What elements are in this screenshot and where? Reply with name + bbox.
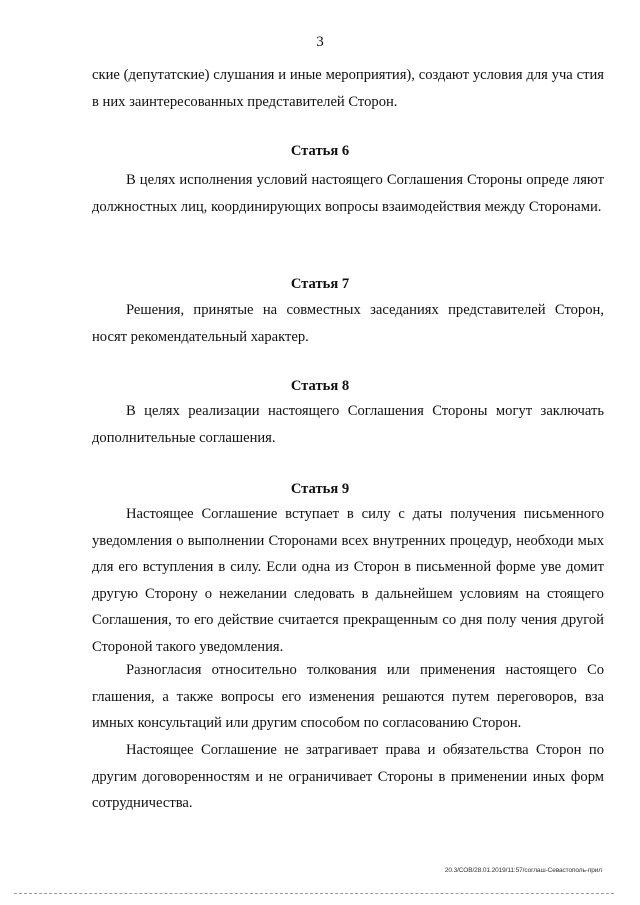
text-line: ские (депутатские) слушания и иные мероприятия), создают условия для уча <box>92 67 573 83</box>
text-line: Настоящее Соглашение не затрагивает права и обязательства Сторон по <box>126 742 604 758</box>
article-9-paragraph-3 <box>92 737 604 817</box>
article-6-paragraph <box>92 167 604 220</box>
text-line: стоящего Соглашения, то его действие считается прекращенным со дня полу <box>92 585 604 628</box>
text-line: чения другой Стороной такого уведомления. <box>92 612 604 655</box>
page-number: 3 <box>316 34 324 50</box>
text-line: Разногласия относительно толкования или применения настоящего Со <box>126 662 604 678</box>
text-line: Решения, принятые на совместных заседаниях представителей Сторон, <box>126 302 604 318</box>
text-line: домит другую Сторону о нежелании следовать в дальнейшем условиям на <box>92 559 604 602</box>
text-line: имных консультаций или другим способом по согласованию Сторон. <box>92 715 522 731</box>
text-line: стия в них заинтересованных представителей Сторон. <box>92 67 604 110</box>
text-line: Настоящее Соглашение вступает в силу с даты получения письменного <box>126 506 604 522</box>
article-8-paragraph <box>92 398 604 451</box>
article-9-paragraph-1 <box>92 501 604 660</box>
text-line: уведомления о выполнении Сторонами всех внутренних процедур, необходи <box>92 532 574 549</box>
text-line: носят рекомендательный характер. <box>92 328 309 345</box>
document-footer-code: 20.3/СОВ/28.01.2019/11:57/соглаш-Севастополь-прил <box>444 867 602 874</box>
article-9-heading: Статья 9 <box>290 481 350 497</box>
text-line: глашения, а также вопросы его изменения решаются путем переговоров, вза <box>92 688 604 705</box>
text-line: В целях реализации настоящего Соглашения Стороны могут заключать <box>126 403 604 419</box>
article-7-paragraph <box>92 297 604 350</box>
text-line: мых для его вступления в силу. Если одна из Сторон в письменной форме уве <box>92 532 604 575</box>
article-9-paragraph-2 <box>92 657 604 737</box>
article-7-heading: Статья 7 <box>290 276 350 292</box>
article-6-heading: Статья 6 <box>290 143 350 159</box>
text-line: сотрудничества. <box>92 795 193 811</box>
scan-edge-line <box>14 893 614 895</box>
article-8-heading: Статья 8 <box>290 378 350 394</box>
text-line: дополнительные соглашения. <box>92 429 276 446</box>
text-line: ляют должностных лиц, координирующих вопросы взаимодействия между <box>92 172 605 215</box>
text-line: Сторонами. <box>528 198 602 215</box>
text-line: В целях исполнения условий настоящего Соглашения Стороны опреде <box>126 172 569 188</box>
intro-paragraph <box>92 62 604 115</box>
text-line: другим договоренностям и не ограничивает Стороны в применении иных форм <box>92 768 604 785</box>
